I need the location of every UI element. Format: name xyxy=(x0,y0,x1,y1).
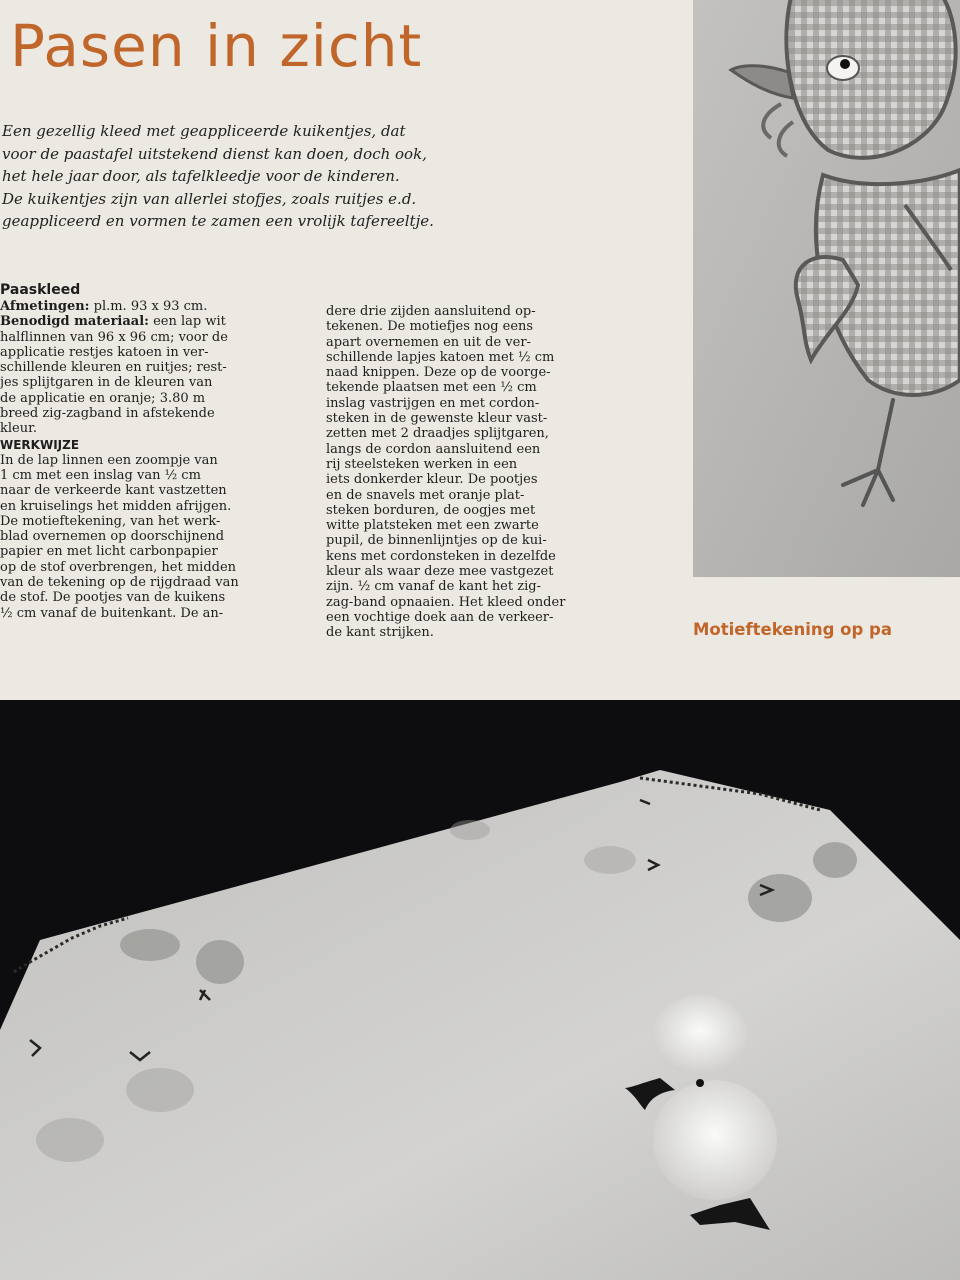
text-line: schillende kleuren en ruitjes; rest- xyxy=(0,360,227,376)
intro-line: het hele jaar door, als tafelkleedje voor de kinderen. xyxy=(2,167,400,185)
text-line: en kruiselings het midden afrijgen. xyxy=(0,498,232,514)
toy-chick-eye xyxy=(696,1079,704,1087)
text-line: halflinnen van 96 x 96 cm; voor de xyxy=(0,329,228,345)
left-text-column xyxy=(0,282,300,621)
text-line: tekenen. De motiefjes nog eens xyxy=(326,319,534,335)
text-line: naar de verkeerde kant vastzetten xyxy=(0,483,227,499)
text-line: schillende lapjes katoen met ½ cm xyxy=(326,349,555,365)
text-line: witte platsteken met een zwarte xyxy=(326,518,539,534)
toy-chick-head xyxy=(652,995,748,1075)
benodigd-text: een lap wit xyxy=(148,314,226,330)
text-line: apart overnemen en uit de ver- xyxy=(326,334,531,350)
text-line: rij steelsteken werken in een xyxy=(326,456,518,472)
text-line: de stof. De pootjes van de kuikens xyxy=(0,590,226,606)
photo-caption: Motieftekening op pa xyxy=(693,620,893,639)
text-line: naad knippen. Deze op de voorge- xyxy=(326,365,551,381)
afmetingen-line xyxy=(0,299,300,314)
toy-chick-body xyxy=(653,1080,777,1200)
intro-line: Een gezellig kleed met geappliceerde kuikentjes, dat xyxy=(2,122,406,140)
section-heading: Paaskleed xyxy=(0,282,81,298)
tablecloth-illustration xyxy=(0,700,960,1280)
text-line: en de snavels met oranje plat- xyxy=(326,487,525,503)
text-line: breed zig-zagband in afstekende xyxy=(0,406,215,422)
text-line: De motieftekening, van het werk- xyxy=(0,513,221,529)
text-line: iets donkerder kleur. De pootjes xyxy=(326,472,538,488)
text-line: In de lap linnen een zoompje van xyxy=(0,452,218,468)
chick-pupil xyxy=(840,59,850,69)
text-line: dere drie zijden aansluitend op- xyxy=(326,304,536,319)
text-line: een vochtige doek aan de verkeer- xyxy=(326,609,554,625)
text-line: zag-band opnaaien. Het kleed onder xyxy=(326,594,566,610)
text-line: kleur. xyxy=(0,421,38,437)
werkwijze-heading: WERKWIJZE xyxy=(0,437,80,452)
benodigd-label: Benodigd materiaal: xyxy=(0,314,149,330)
text-line: applicatie restjes katoen in ver- xyxy=(0,344,209,360)
benodigd-line xyxy=(0,314,300,329)
article-intro xyxy=(2,120,542,233)
right-text-column xyxy=(326,304,646,641)
intro-line: geappliceerd en vormen te zamen een vrolijk tafereeltje. xyxy=(2,212,434,230)
text-line: van de tekening op de rijgdraad van xyxy=(0,575,239,591)
text-line: ½ cm vanaf de buitenkant. De an- xyxy=(0,605,224,621)
intro-line: voor de paastafel uitstekend dienst kan doen, doch ook, xyxy=(2,144,427,163)
checkered-chick-illustration xyxy=(693,0,960,577)
text-line: op de stof overbrengen, het midden xyxy=(0,559,237,575)
afmetingen-label: Afmetingen: xyxy=(0,299,90,314)
text-line: zetten met 2 draadjes splijtgaren, xyxy=(326,426,549,442)
text-line: 1 cm met een inslag van ½ cm xyxy=(0,467,201,483)
text-line: tekende plaatsen met een ½ cm xyxy=(326,380,537,396)
text-line: steken in de gewenste kleur vast- xyxy=(326,411,548,427)
text-line: steken borduren, de oogjes met xyxy=(326,502,536,518)
text-line: papier en met licht carbonpapier xyxy=(0,544,218,560)
afmetingen-text: pl.m. 93 x 93 cm. xyxy=(89,299,208,314)
text-line: inslag vastrijgen en met cordon- xyxy=(326,395,540,411)
text-line: blad overnemen op doorschijnend xyxy=(0,529,225,545)
article-title: Pasen in zicht xyxy=(10,12,423,80)
text-line: de kant strijken. xyxy=(326,625,434,641)
tablecloth-photo xyxy=(0,700,960,1280)
intro-line: De kuikentjes zijn van allerlei stofjes, zoals ruitjes e.d. xyxy=(2,189,417,208)
text-line: zijn. ½ cm vanaf de kant het zig- xyxy=(326,579,541,595)
text-line: pupil, de binnenlijntjes op de kui- xyxy=(326,533,547,549)
text-line: de applicatie en oranje; 3.80 m xyxy=(0,390,206,406)
text-line: kens met cordonsteken in dezelfde xyxy=(326,548,556,564)
chick-applique-photo xyxy=(693,0,960,577)
text-line: kleur als waar deze mee vastgezet xyxy=(326,564,554,580)
text-line: langs de cordon aansluitend een xyxy=(326,441,541,457)
text-line: jes splijtgaren in de kleuren van xyxy=(0,375,213,391)
